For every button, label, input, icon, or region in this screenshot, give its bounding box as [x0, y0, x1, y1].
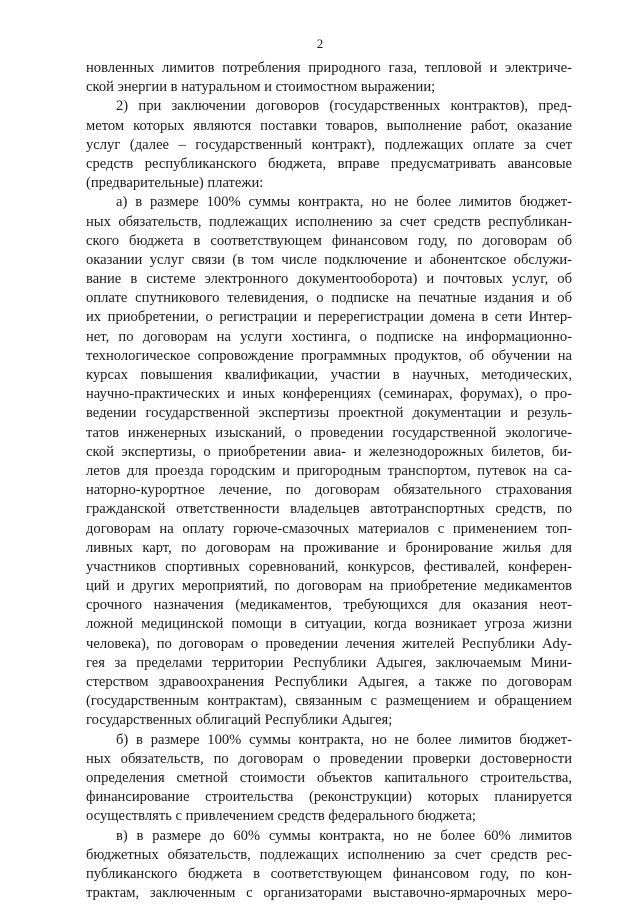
text-line: новленных лимитов потребления природного газа, тепловой и электриче- — [86, 60, 572, 76]
text-line: 2) при заключении договоров (государственных контрактов), пред- — [116, 98, 572, 115]
text-line: публиканского бюджета в соответствующем финансовом году, по кон- — [86, 865, 572, 882]
text-line: оплате спутникового телевидения, о подписке на печатные издания и об — [86, 290, 572, 307]
text-line: услуг (далее – государственный контракт), подлежащих оплате за счет — [86, 136, 572, 153]
text-line: (предварительные) платежи: — [86, 175, 264, 192]
text-line: ского бюджета в соответствующем финансовом году, по договорам об — [86, 232, 572, 249]
text-line: а) в размере 100% суммы контракта, но не более лимитов бюджет- — [116, 194, 572, 211]
text-line: метом которых являются поставки товаров, выполнение работ, оказание — [86, 117, 572, 134]
text-line: технологическое сопровождение программных продуктов, об обучении на — [86, 347, 572, 364]
text-line: летов для проезда городским и пригородным транспортом, путевок на са- — [86, 462, 572, 479]
text-line: государственных облигаций Республики Адыгея; — [86, 712, 393, 729]
text-line: вание в системе электронного документооборота) и почтовых услуг, об — [86, 271, 572, 288]
text-line: нет, по договорам на услуги хостинга, о подписке на информационно- — [86, 328, 572, 345]
text-line: гражданской ответственности владельцев автотранспортных средств, по — [86, 501, 572, 518]
page-number: 2 — [316, 36, 324, 51]
text-line: финансирование строительства (реконструкции) которых планируется — [86, 789, 572, 806]
text-line: ложной медицинской помощи в ситуации, когда возникает угроза жизни — [86, 616, 572, 633]
text-line: в) в размере до 60% суммы контракта, но не более 60% лимитов — [116, 827, 572, 844]
text-line: ской экспертизы, о приобретении авиа- и железнодорожных билетов, би- — [86, 443, 572, 460]
text-line: ведении государственной экспертизы проектной документации и резуль- — [86, 405, 572, 422]
text-line: средств республиканского бюджета, вправе предусматривать авансовые — [86, 155, 572, 172]
text-line: наторно-курортное лечение, по договорам обязательного страхования — [86, 482, 572, 499]
text-line: ций и других мероприятий, по договорам на приобретение медикаментов — [86, 578, 572, 595]
text-line: научно-практических и иных конференциях (семинарах, форумах), о про- — [86, 386, 572, 403]
text-line: татов инженерных изысканий, о проведении государственной экологиче- — [86, 424, 572, 441]
text-line: бюджетных обязательств, подлежащих исполнению за счет средств рес- — [86, 846, 572, 863]
text-line: ливных карт, по договорам на проживание и бронирование жилья для — [86, 539, 572, 556]
text-line: гея за пределами территории Республики Адыгея, заключаемым Мини- — [86, 654, 572, 671]
text-line: срочного назначения (медикаментов, требующихся для оказания неот- — [86, 597, 572, 614]
text-line: определения сметной стоимости объектов капитального строительства, — [86, 769, 572, 786]
text-line: ской энергии в натуральном и стоимостном выражении; — [86, 79, 436, 96]
text-line: трактам, заключенным с организаторами выставочно-ярмарочных меро- — [86, 885, 572, 902]
text-line: оказании услуг связи (в том числе подключение и абонентское обслужи- — [86, 251, 572, 268]
text-line: ных обязательств, подлежащих исполнению за счет средств республикан- — [86, 213, 572, 230]
text-line: стерством здравоохранения Республики Адыгея, а также по договорам — [86, 674, 572, 690]
text-line: их приобретении, о регистрации и перерегистрации домена в сети Интер- — [86, 309, 572, 326]
text-line: б) в размере 100% суммы контракта, но не более лимитов бюджет- — [116, 731, 572, 748]
text-line: ных обязательств, по договорам о проведении проверки достоверности — [86, 750, 572, 767]
document-body — [86, 59, 572, 903]
text-line: осуществлять с привлечением средств федерального бюджета; — [86, 808, 476, 825]
text-line: участников спортивных соревнований, конкурсов, фестивалей, конферен- — [86, 558, 572, 575]
text-line: договорам на оплату горюче-смазочных материалов с применением топ- — [86, 520, 572, 537]
text-line: человека), по договорам о проведении лечения жителей Республики Ady- — [86, 635, 572, 652]
text-line: (государственным контрактам), связанным с размещением и обращением — [86, 693, 572, 710]
text-line: курсах повышения квалификации, участии в научных, методических, — [86, 367, 572, 383]
